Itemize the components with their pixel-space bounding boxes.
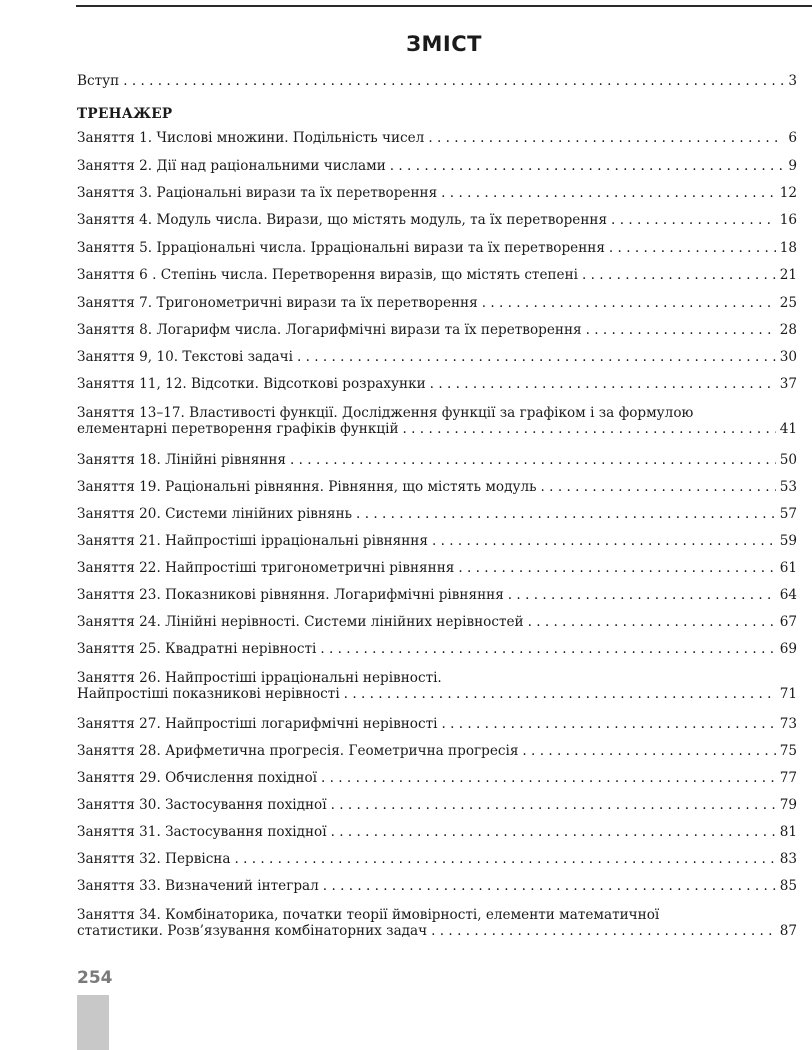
toc-entry-page: 75 — [779, 743, 797, 759]
toc-entry-label: Заняття 27. Найпростіші логарифмічні нерівності — [77, 716, 438, 732]
toc-entry — [77, 240, 797, 256]
dot-leader — [522, 743, 775, 759]
section-heading: ТРЕНАЖЕР — [77, 106, 173, 122]
toc-entry-page: 6 — [788, 130, 797, 146]
toc-entry-page: 12 — [779, 185, 797, 201]
toc-entry — [77, 376, 797, 392]
toc-entry — [77, 212, 797, 228]
toc-entry-label: Заняття 23. Показникові рівняння. Логарифмічні рівняння — [77, 587, 504, 603]
toc-entry-label: Заняття 9, 10. Текстові задачі — [77, 349, 293, 365]
toc-entry — [77, 907, 797, 939]
dot-leader — [323, 878, 776, 894]
toc-entry-page: 37 — [779, 376, 797, 392]
dot-leader — [428, 130, 784, 146]
dot-leader — [331, 824, 776, 840]
toc-entry — [77, 560, 797, 576]
toc-entry — [77, 506, 797, 522]
toc-entry-page: 59 — [779, 533, 797, 549]
toc-entry-label: Заняття 20. Системи лінійних рівнянь — [77, 506, 353, 522]
dot-leader — [582, 267, 776, 283]
toc-entry-label: Заняття 18. Лінійні рівняння — [77, 452, 287, 468]
toc-entry-label: Заняття 19. Раціональні рівняння. Рівняння, що містять модуль — [77, 479, 537, 495]
toc-entry-page: 64 — [779, 587, 797, 603]
dot-leader — [609, 240, 776, 256]
top-rule — [76, 5, 812, 7]
toc-entry-label: Заняття 2. Дії над раціональними числами — [77, 158, 386, 174]
dot-leader — [541, 479, 776, 495]
dot-leader — [356, 506, 776, 522]
toc-entry-label: Заняття 8. Логарифм числа. Логарифмічні вирази та їх перетворення — [77, 322, 582, 338]
toc-entry-page: 50 — [779, 452, 797, 468]
toc-entry — [77, 322, 797, 338]
toc-entry-page: 21 — [779, 267, 797, 283]
toc-entry-page: 28 — [779, 322, 797, 338]
dot-leader — [430, 376, 776, 392]
toc-entry-label-first-line: Заняття 13–17. Властивості функції. Дослідження функції за графіком і за формулою — [77, 405, 694, 421]
toc-entry-page: 77 — [779, 770, 797, 786]
dot-leader — [344, 686, 776, 702]
toc-entry-page: 53 — [779, 479, 797, 495]
dot-leader — [320, 641, 775, 657]
toc-entry-intro — [77, 73, 797, 89]
dot-leader — [611, 212, 776, 228]
dot-leader — [431, 923, 776, 939]
toc-entry-page: 25 — [779, 295, 797, 311]
toc-entry-label: Заняття 30. Застосування похідної — [77, 797, 327, 813]
dot-leader — [458, 560, 775, 576]
toc-entry — [77, 533, 797, 549]
toc-entry — [77, 452, 797, 468]
dot-leader — [390, 158, 785, 174]
toc-entry-page: 85 — [779, 878, 797, 894]
toc-entry-page: 57 — [779, 506, 797, 522]
dot-leader — [234, 851, 775, 867]
toc-entry-label: Заняття 6 . Степінь числа. Перетворення виразів, що містять степені — [77, 267, 579, 283]
toc-entry-page: 61 — [779, 560, 797, 576]
toc-entry-page: 81 — [779, 824, 797, 840]
toc-entry-page: 67 — [779, 614, 797, 630]
dot-leader — [528, 614, 776, 630]
toc-entry-page: 69 — [779, 641, 797, 657]
toc-entry-label: Заняття 24. Лінійні нерівності. Системи лінійних нерівностей — [77, 614, 524, 630]
toc-entry — [77, 670, 797, 702]
page-edge-tab — [77, 995, 109, 1050]
toc-entry-page: 16 — [779, 212, 797, 228]
toc-entry-label: Заняття 32. Первісна — [77, 851, 231, 867]
toc-entry — [77, 743, 797, 759]
toc-entry-page: 30 — [779, 349, 797, 365]
toc-entry — [77, 405, 797, 437]
toc-entry — [77, 614, 797, 630]
toc-entry-label: Заняття 22. Найпростіші тригонометричні рівняння — [77, 560, 455, 576]
dot-leader — [441, 716, 775, 732]
page-title: ЗМІСТ — [406, 32, 482, 56]
toc-entry-label: Заняття 25. Квадратні нерівності — [77, 641, 317, 657]
dot-leader — [321, 770, 776, 786]
toc-entry-page: 87 — [779, 923, 797, 939]
toc-entry-label: Заняття 4. Модуль числа. Вирази, що містять модуль, та їх перетворення — [77, 212, 608, 228]
toc-entry-label: Заняття 7. Тригонометричні вирази та їх перетворення — [77, 295, 478, 311]
dot-leader — [297, 349, 776, 365]
toc-entry-page: 73 — [779, 716, 797, 732]
toc-entry-page: 3 — [788, 73, 797, 89]
toc-entry-label: Найпростіші показникові нерівності — [77, 686, 340, 702]
dot-leader — [441, 185, 776, 201]
page-number: 254 — [77, 968, 113, 988]
toc-entry-label: статистики. Розв’язування комбінаторних задач — [77, 923, 428, 939]
toc-entry-label: Заняття 3. Раціональні вирази та їх перетворення — [77, 185, 438, 201]
toc-entry-page: 83 — [779, 851, 797, 867]
toc-entry-label: Заняття 29. Обчислення похідної — [77, 770, 317, 786]
toc-entry-page: 79 — [779, 797, 797, 813]
toc-entry — [77, 295, 797, 311]
dot-leader — [290, 452, 776, 468]
dot-leader — [482, 295, 776, 311]
toc-entry-page: 9 — [788, 158, 797, 174]
toc-entry-label: Заняття 1. Числові множини. Подільність чисел — [77, 130, 425, 146]
toc-entry — [77, 130, 797, 146]
toc-entry — [77, 770, 797, 786]
toc-entry-page: 71 — [779, 686, 797, 702]
toc-entry-page: 41 — [779, 421, 797, 437]
toc-entry-label: Заняття 33. Визначений інтеграл — [77, 878, 319, 894]
toc-entry — [77, 824, 797, 840]
toc-entry-label: Заняття 11, 12. Відсотки. Відсоткові розрахунки — [77, 376, 426, 392]
dot-leader — [403, 421, 776, 437]
toc-entry-page: 18 — [779, 240, 797, 256]
toc-entry-label: Заняття 28. Арифметична прогресія. Геометрична прогресія — [77, 743, 519, 759]
toc-entry — [77, 479, 797, 495]
dot-leader — [432, 533, 776, 549]
toc-entry — [77, 797, 797, 813]
toc-entry-label: Заняття 21. Найпростіші ірраціональні рівняння — [77, 533, 428, 549]
toc-entry-label: Заняття 31. Застосування похідної — [77, 824, 327, 840]
toc-entry — [77, 185, 797, 201]
dot-leader — [586, 322, 776, 338]
dot-leader — [508, 587, 776, 603]
toc-entry-label: елементарні перетворення графіків функцій — [77, 421, 399, 437]
dot-leader — [123, 73, 784, 89]
toc-entry — [77, 878, 797, 894]
toc-entry — [77, 587, 797, 603]
toc-entry — [77, 641, 797, 657]
toc-entry — [77, 851, 797, 867]
toc-entry-label: Вступ — [77, 73, 120, 89]
toc-entry-label: Заняття 5. Ірраціональні числа. Ірраціональні вирази та їх перетворення — [77, 240, 605, 256]
toc-entry — [77, 349, 797, 365]
toc-entry — [77, 716, 797, 732]
toc-entry — [77, 267, 797, 283]
toc-entry-label-first-line: Заняття 26. Найпростіші ірраціональні нерівності. — [77, 670, 442, 686]
toc-entry — [77, 158, 797, 174]
toc-entry-label-first-line: Заняття 34. Комбінаторика, початки теорії ймовірності, елементи математичної — [77, 907, 660, 923]
dot-leader — [331, 797, 776, 813]
